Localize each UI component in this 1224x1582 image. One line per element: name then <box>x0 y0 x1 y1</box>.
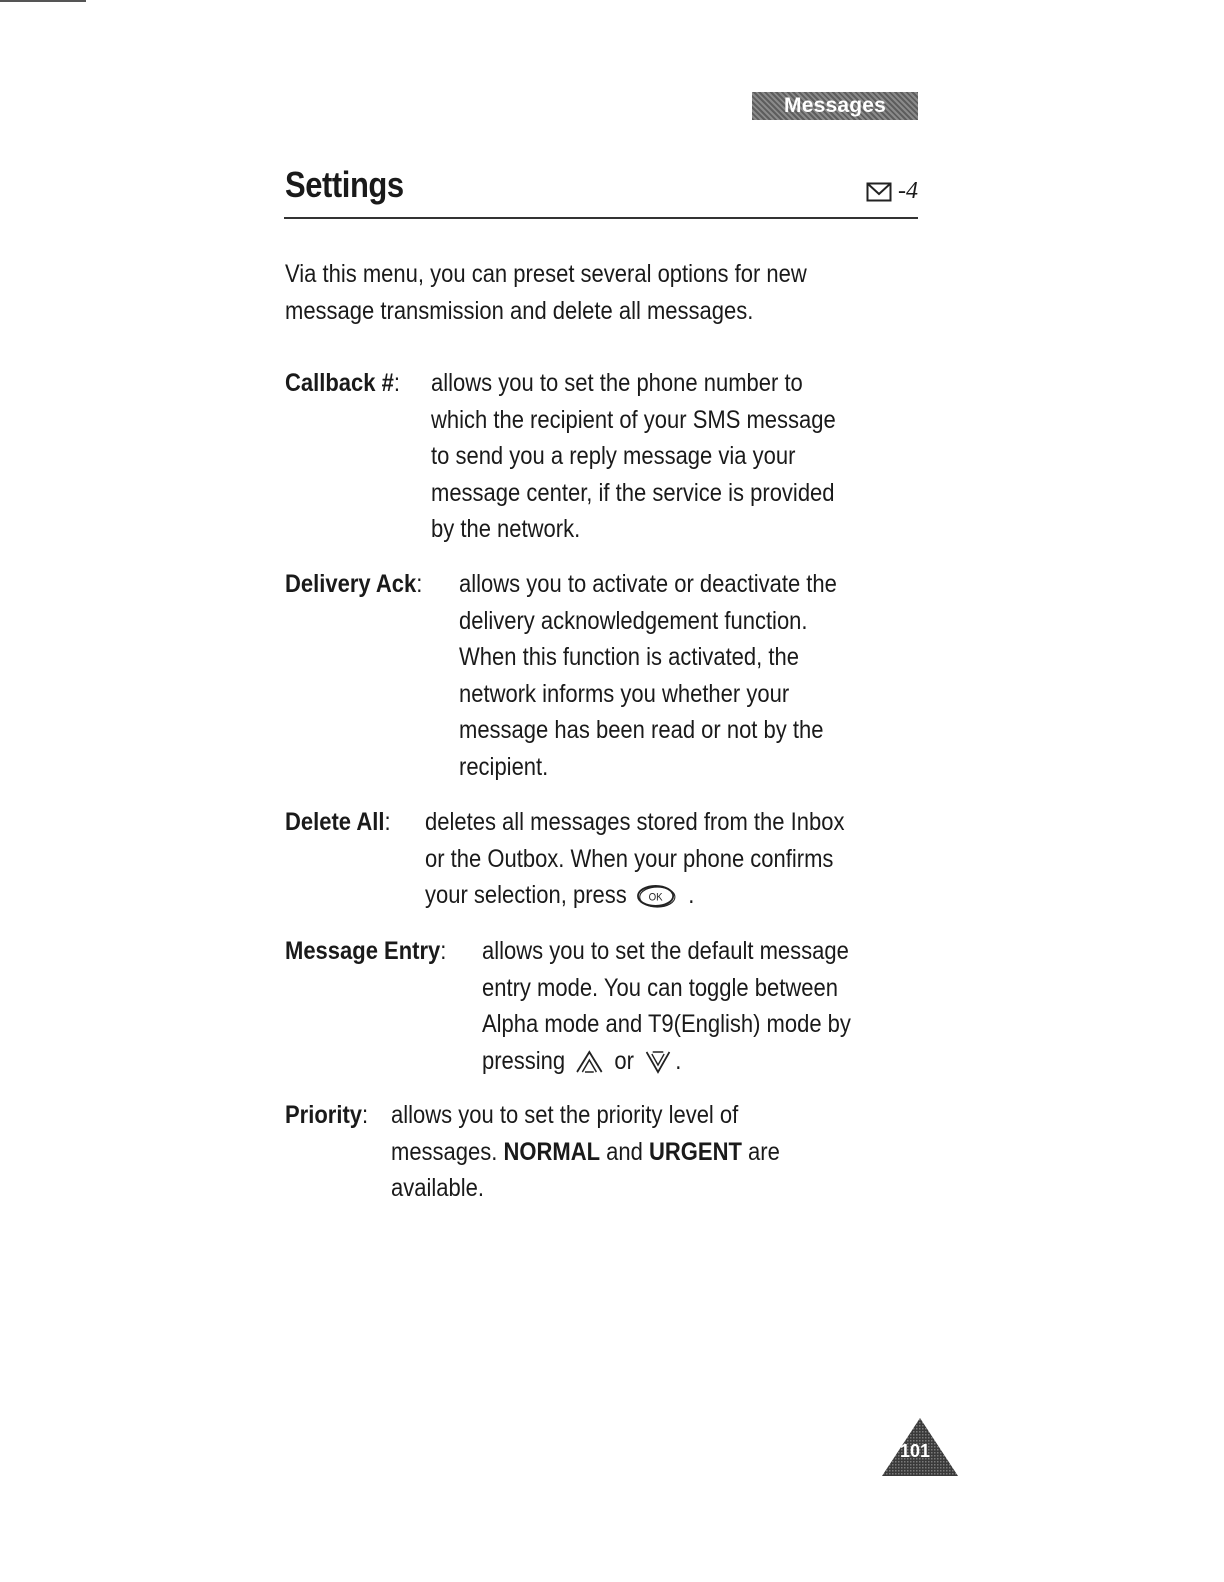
priority-urgent: URGENT <box>649 1137 742 1166</box>
page-number: 101 <box>900 1441 931 1461</box>
desc-line: which the recipient of your SMS message <box>431 405 836 434</box>
envelope-icon <box>866 182 892 202</box>
desc-line: Alpha mode and T9(English) mode by <box>482 1010 851 1038</box>
desc-line: allows you to set the phone number to <box>431 369 803 397</box>
desc-line: available. <box>391 1174 484 1202</box>
ok-button-icon <box>636 882 678 910</box>
desc-line: recipient. <box>459 752 549 781</box>
entry-term: Message Entry: <box>285 937 447 965</box>
desc-line: allows you to set the priority level of <box>391 1101 739 1129</box>
entry-description <box>431 365 836 548</box>
entry-term: Priority: <box>285 1101 369 1129</box>
desc-line: pressing or . <box>482 1046 682 1075</box>
entry-description <box>391 1097 780 1207</box>
desc-line: deletes all messages stored from the Inbox <box>425 808 845 836</box>
section-tab <box>752 92 918 120</box>
desc-line: allows you to activate or deactivate the <box>459 570 837 598</box>
scan-artifact <box>0 0 86 2</box>
entry-description <box>459 566 837 785</box>
up-key-icon <box>575 1049 605 1075</box>
entry-term: Delete All: <box>285 808 391 836</box>
entry-term: Callback #: <box>285 369 400 397</box>
intro-line: message transmission and delete all messages. <box>285 296 754 325</box>
desc-line: your selection, press OK . <box>425 881 695 909</box>
menu-code-number: -4 <box>898 178 918 204</box>
intro-line: Via this menu, you can preset several options for new <box>285 260 807 288</box>
intro-paragraph <box>285 256 807 329</box>
desc-line: When this function is activated, the <box>459 643 799 671</box>
down-key-icon <box>644 1049 672 1075</box>
desc-line: by the network. <box>431 515 581 543</box>
priority-normal: NORMAL <box>503 1137 601 1166</box>
page-number-badge <box>880 1416 960 1478</box>
desc-line: messages. NORMAL and URGENT are <box>391 1137 780 1166</box>
page-title: Settings <box>285 164 404 205</box>
desc-line: or the Outbox. When your phone confirms <box>425 844 834 873</box>
title-divider <box>284 217 918 219</box>
desc-line: to send you a reply message via your <box>431 442 796 470</box>
menu-code <box>866 178 918 205</box>
entry-description <box>425 804 844 914</box>
section-tab-label: Messages <box>784 94 886 117</box>
ok-button-label: OK <box>648 892 663 905</box>
desc-line: message center, if the service is provided <box>431 478 835 507</box>
desc-line: delivery acknowledgement function. <box>459 606 808 635</box>
entry-description <box>482 933 851 1079</box>
desc-line: network informs you whether your <box>459 679 790 708</box>
desc-line: entry mode. You can toggle between <box>482 973 838 1002</box>
entry-term: Delivery Ack: <box>285 570 423 598</box>
desc-line: allows you to set the default message <box>482 937 849 965</box>
desc-line: message has been read or not by the <box>459 716 824 744</box>
